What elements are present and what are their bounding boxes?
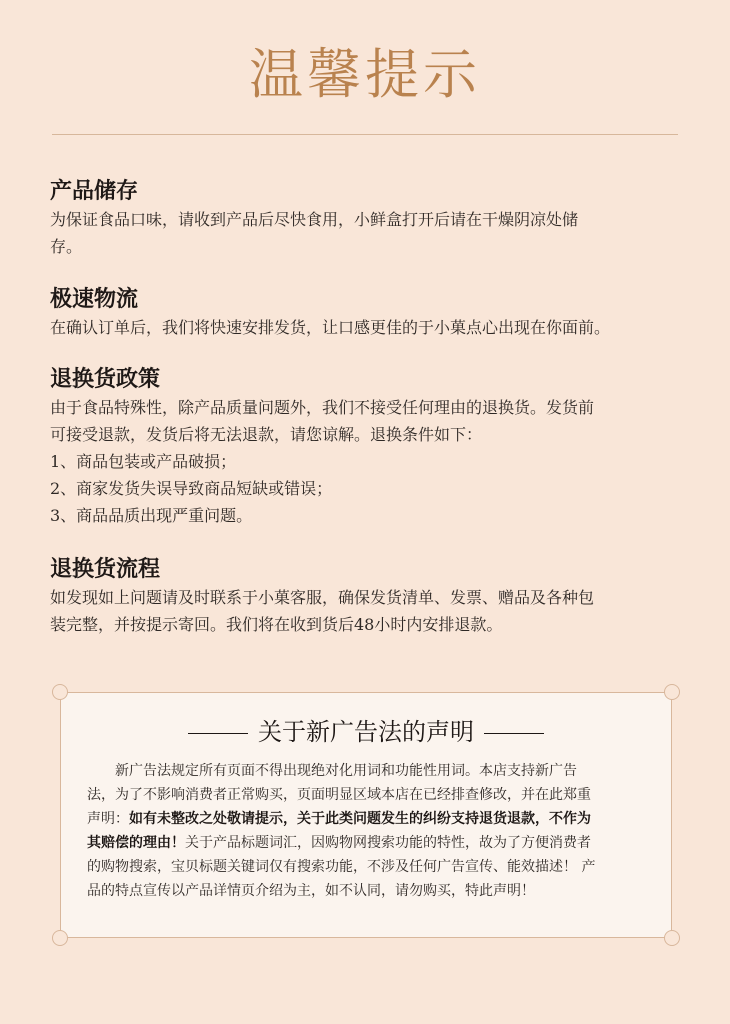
heading-dash-right: [484, 733, 544, 735]
notice-body: [87, 759, 649, 903]
notice-bold-text: 其赔偿的理由！: [87, 835, 185, 851]
section-text: 2、商家发货失误导致商品短缺或错误；: [50, 479, 333, 498]
title-divider: [52, 134, 678, 135]
section-storage: [50, 176, 690, 260]
notice-bold-text: 如有未整改之处敬请提示，关于此类问题发生的纠纷支持退货退款，不作为: [129, 811, 591, 827]
section-text: 为保证食品口味，请收到产品后尽快食用，小鲜盒打开后请在干燥阴凉处储: [50, 210, 579, 229]
section-return-policy: [50, 364, 690, 529]
section-text: 由于食品特殊性，除产品质量问题外，我们不接受任何理由的退换货。发货前: [50, 398, 595, 417]
section-text: 1、商品包装或产品破损；: [50, 452, 237, 471]
section-text: 在确认订单后，我们将快速安排发货，让口感更佳的于小菓点心出现在你面前。: [50, 318, 611, 337]
notice-text: 声明：: [87, 811, 129, 827]
corner-ornament: [664, 930, 680, 946]
notice-line: 法，为了不影响消费者正常购买，页面明显区域本店在已经排查修改，并在此郑重: [87, 787, 591, 803]
corner-ornament: [52, 930, 68, 946]
notice-line: [87, 831, 649, 855]
notice-line: 的购物搜索，宝贝标题关键词仅有搜索功能，不涉及任何广告宣传、能效描述！ 产: [87, 859, 596, 875]
notice-heading-row: [61, 715, 671, 749]
section-heading: 极速物流: [50, 286, 139, 312]
section-logistics: [50, 284, 690, 341]
page-title: 温馨提示: [249, 43, 481, 106]
section-heading: 退换货流程: [50, 556, 161, 582]
notice-line: 品的特点宣传以产品详情页介绍为主，如不认同，请勿购买，特此声明！: [87, 883, 535, 899]
ad-law-notice-box: [60, 692, 672, 938]
section-text: 如发现如上问题请及时联系于小菓客服，确保发货清单、发票、赠品及各种包: [50, 588, 595, 607]
section-text: 3、商品品质出现严重问题。: [50, 506, 253, 525]
section-text: 装完整，并按提示寄回。我们将在收到货后48小时内安排退款。: [50, 615, 503, 634]
section-heading: 退换货政策: [50, 366, 161, 392]
section-text: 存。: [50, 237, 83, 256]
notice-text: 关于产品标题词汇，因购物网搜索功能的特性，故为了方便消费者: [185, 835, 591, 851]
notice-heading: 关于新广告法的声明: [258, 718, 474, 746]
section-heading: 产品储存: [50, 178, 139, 204]
heading-dash-left: [188, 733, 248, 735]
notice-line: 新广告法规定所有页面不得出现绝对化用词和功能性用词。本店支持新广告: [115, 763, 577, 779]
section-return-process: [50, 554, 690, 638]
section-text: 可接受退款，发货后将无法退款，请您谅解。退换条件如下：: [50, 425, 483, 444]
notice-line: [87, 807, 649, 831]
